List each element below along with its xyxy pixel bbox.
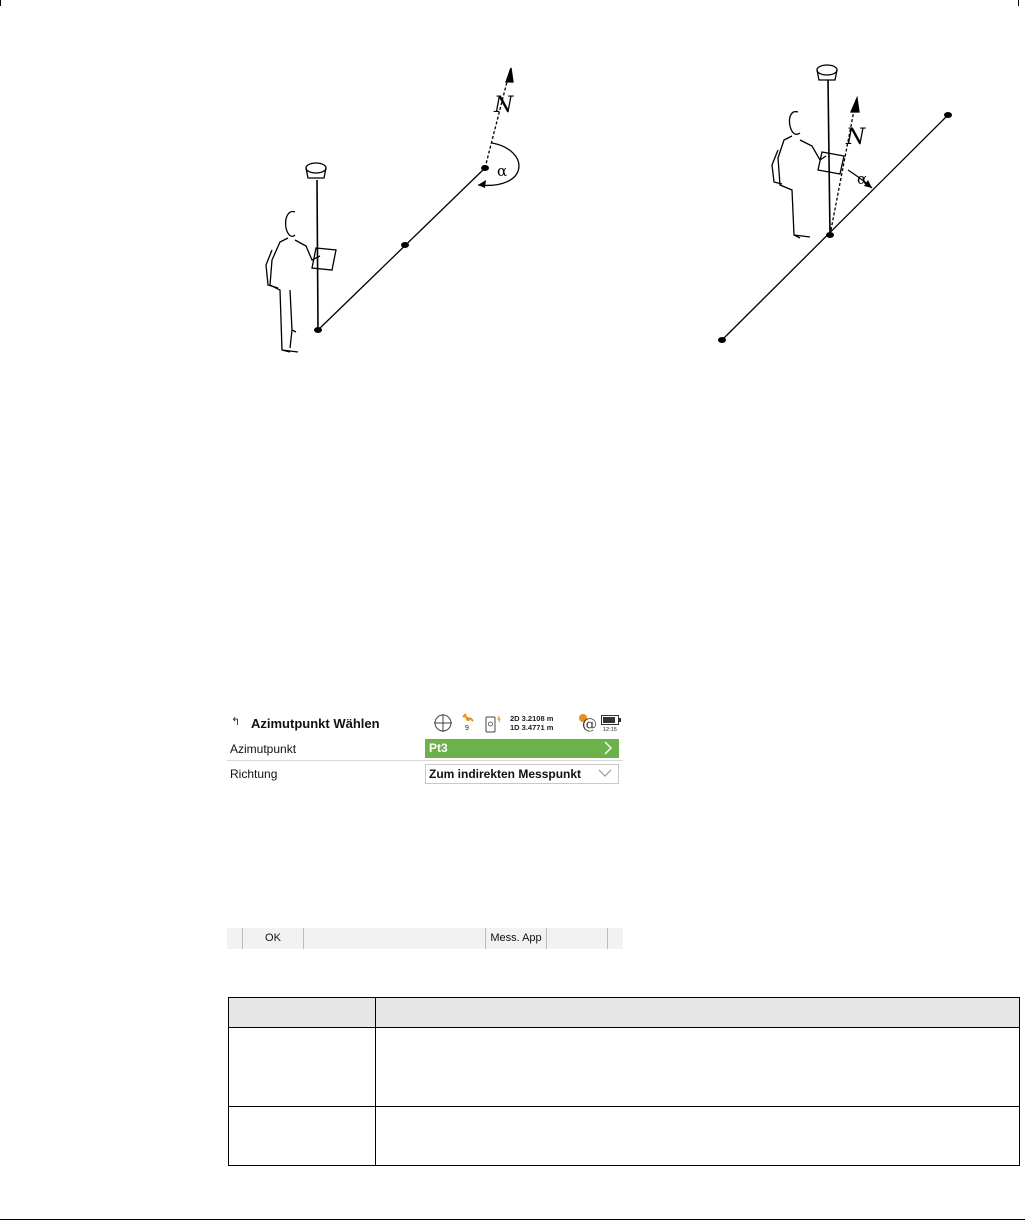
field-row-azimutpunkt bbox=[227, 738, 623, 761]
illustration-right bbox=[700, 60, 970, 350]
field-row-richtung bbox=[227, 763, 623, 785]
north-label-left: N bbox=[494, 93, 514, 118]
chevron-down-icon bbox=[598, 768, 612, 778]
description-table bbox=[228, 997, 1020, 1166]
richtung-label: Richtung bbox=[230, 767, 278, 781]
quality-2d: 2D 3.2108 m bbox=[510, 714, 554, 723]
table-cell bbox=[376, 1028, 1020, 1107]
title-bar bbox=[227, 711, 623, 737]
richtung-value: Zum indirekten Messpunkt bbox=[429, 767, 582, 781]
north-line-right bbox=[830, 100, 856, 235]
azimutpunkt-label: Azimutpunkt bbox=[230, 742, 297, 756]
svg-text:@: @ bbox=[582, 715, 597, 732]
azimutpunkt-selector[interactable] bbox=[425, 739, 619, 758]
back-arrow-icon[interactable]: ↰ bbox=[231, 716, 241, 728]
device-screen bbox=[227, 711, 623, 951]
table-row bbox=[229, 1107, 1020, 1166]
richtung-select[interactable] bbox=[425, 764, 619, 784]
softkey-empty-1[interactable] bbox=[303, 928, 484, 949]
at-connection-icon[interactable] bbox=[577, 712, 597, 732]
table-header-row bbox=[229, 998, 1020, 1028]
position-quality bbox=[510, 714, 553, 732]
satellite-icon[interactable] bbox=[461, 713, 475, 725]
illustration-left bbox=[240, 60, 560, 360]
table-cell bbox=[229, 1107, 376, 1166]
survey-line-right bbox=[722, 115, 948, 340]
clock: 12:15 bbox=[603, 727, 617, 733]
top-rule-mark-left bbox=[0, 0, 1, 6]
softkey-bar bbox=[227, 928, 623, 949]
page-top-rule bbox=[0, 0, 1025, 6]
table-header-cell bbox=[229, 998, 376, 1028]
table-header-cell bbox=[376, 998, 1020, 1028]
quality-1d: 1D 3.4771 m bbox=[510, 723, 554, 732]
softkey-mess-app[interactable]: Mess. App bbox=[485, 928, 546, 949]
satellite-count: 9 bbox=[465, 725, 469, 732]
north-line bbox=[485, 70, 510, 168]
device-icon[interactable] bbox=[483, 714, 503, 734]
table-cell bbox=[376, 1107, 1020, 1166]
screen-title: Azimutpunkt Wählen bbox=[251, 716, 380, 731]
page-bottom-rule bbox=[0, 1219, 1025, 1220]
battery-icon[interactable] bbox=[601, 715, 621, 725]
table-cell bbox=[229, 1028, 376, 1107]
angle-label-right: α bbox=[857, 170, 868, 188]
survey-line bbox=[318, 168, 485, 330]
table-row bbox=[229, 1028, 1020, 1107]
north-label-right: N bbox=[846, 125, 866, 150]
chevron-right-icon bbox=[603, 741, 613, 755]
softkey-empty-2[interactable] bbox=[546, 928, 608, 949]
softkey-ok[interactable]: OK bbox=[242, 928, 303, 949]
top-rule-mark-right bbox=[1018, 0, 1019, 6]
crosshair-icon[interactable] bbox=[433, 713, 453, 733]
angle-label-left: α bbox=[497, 162, 508, 180]
azimutpunkt-value: Pt3 bbox=[429, 741, 448, 755]
